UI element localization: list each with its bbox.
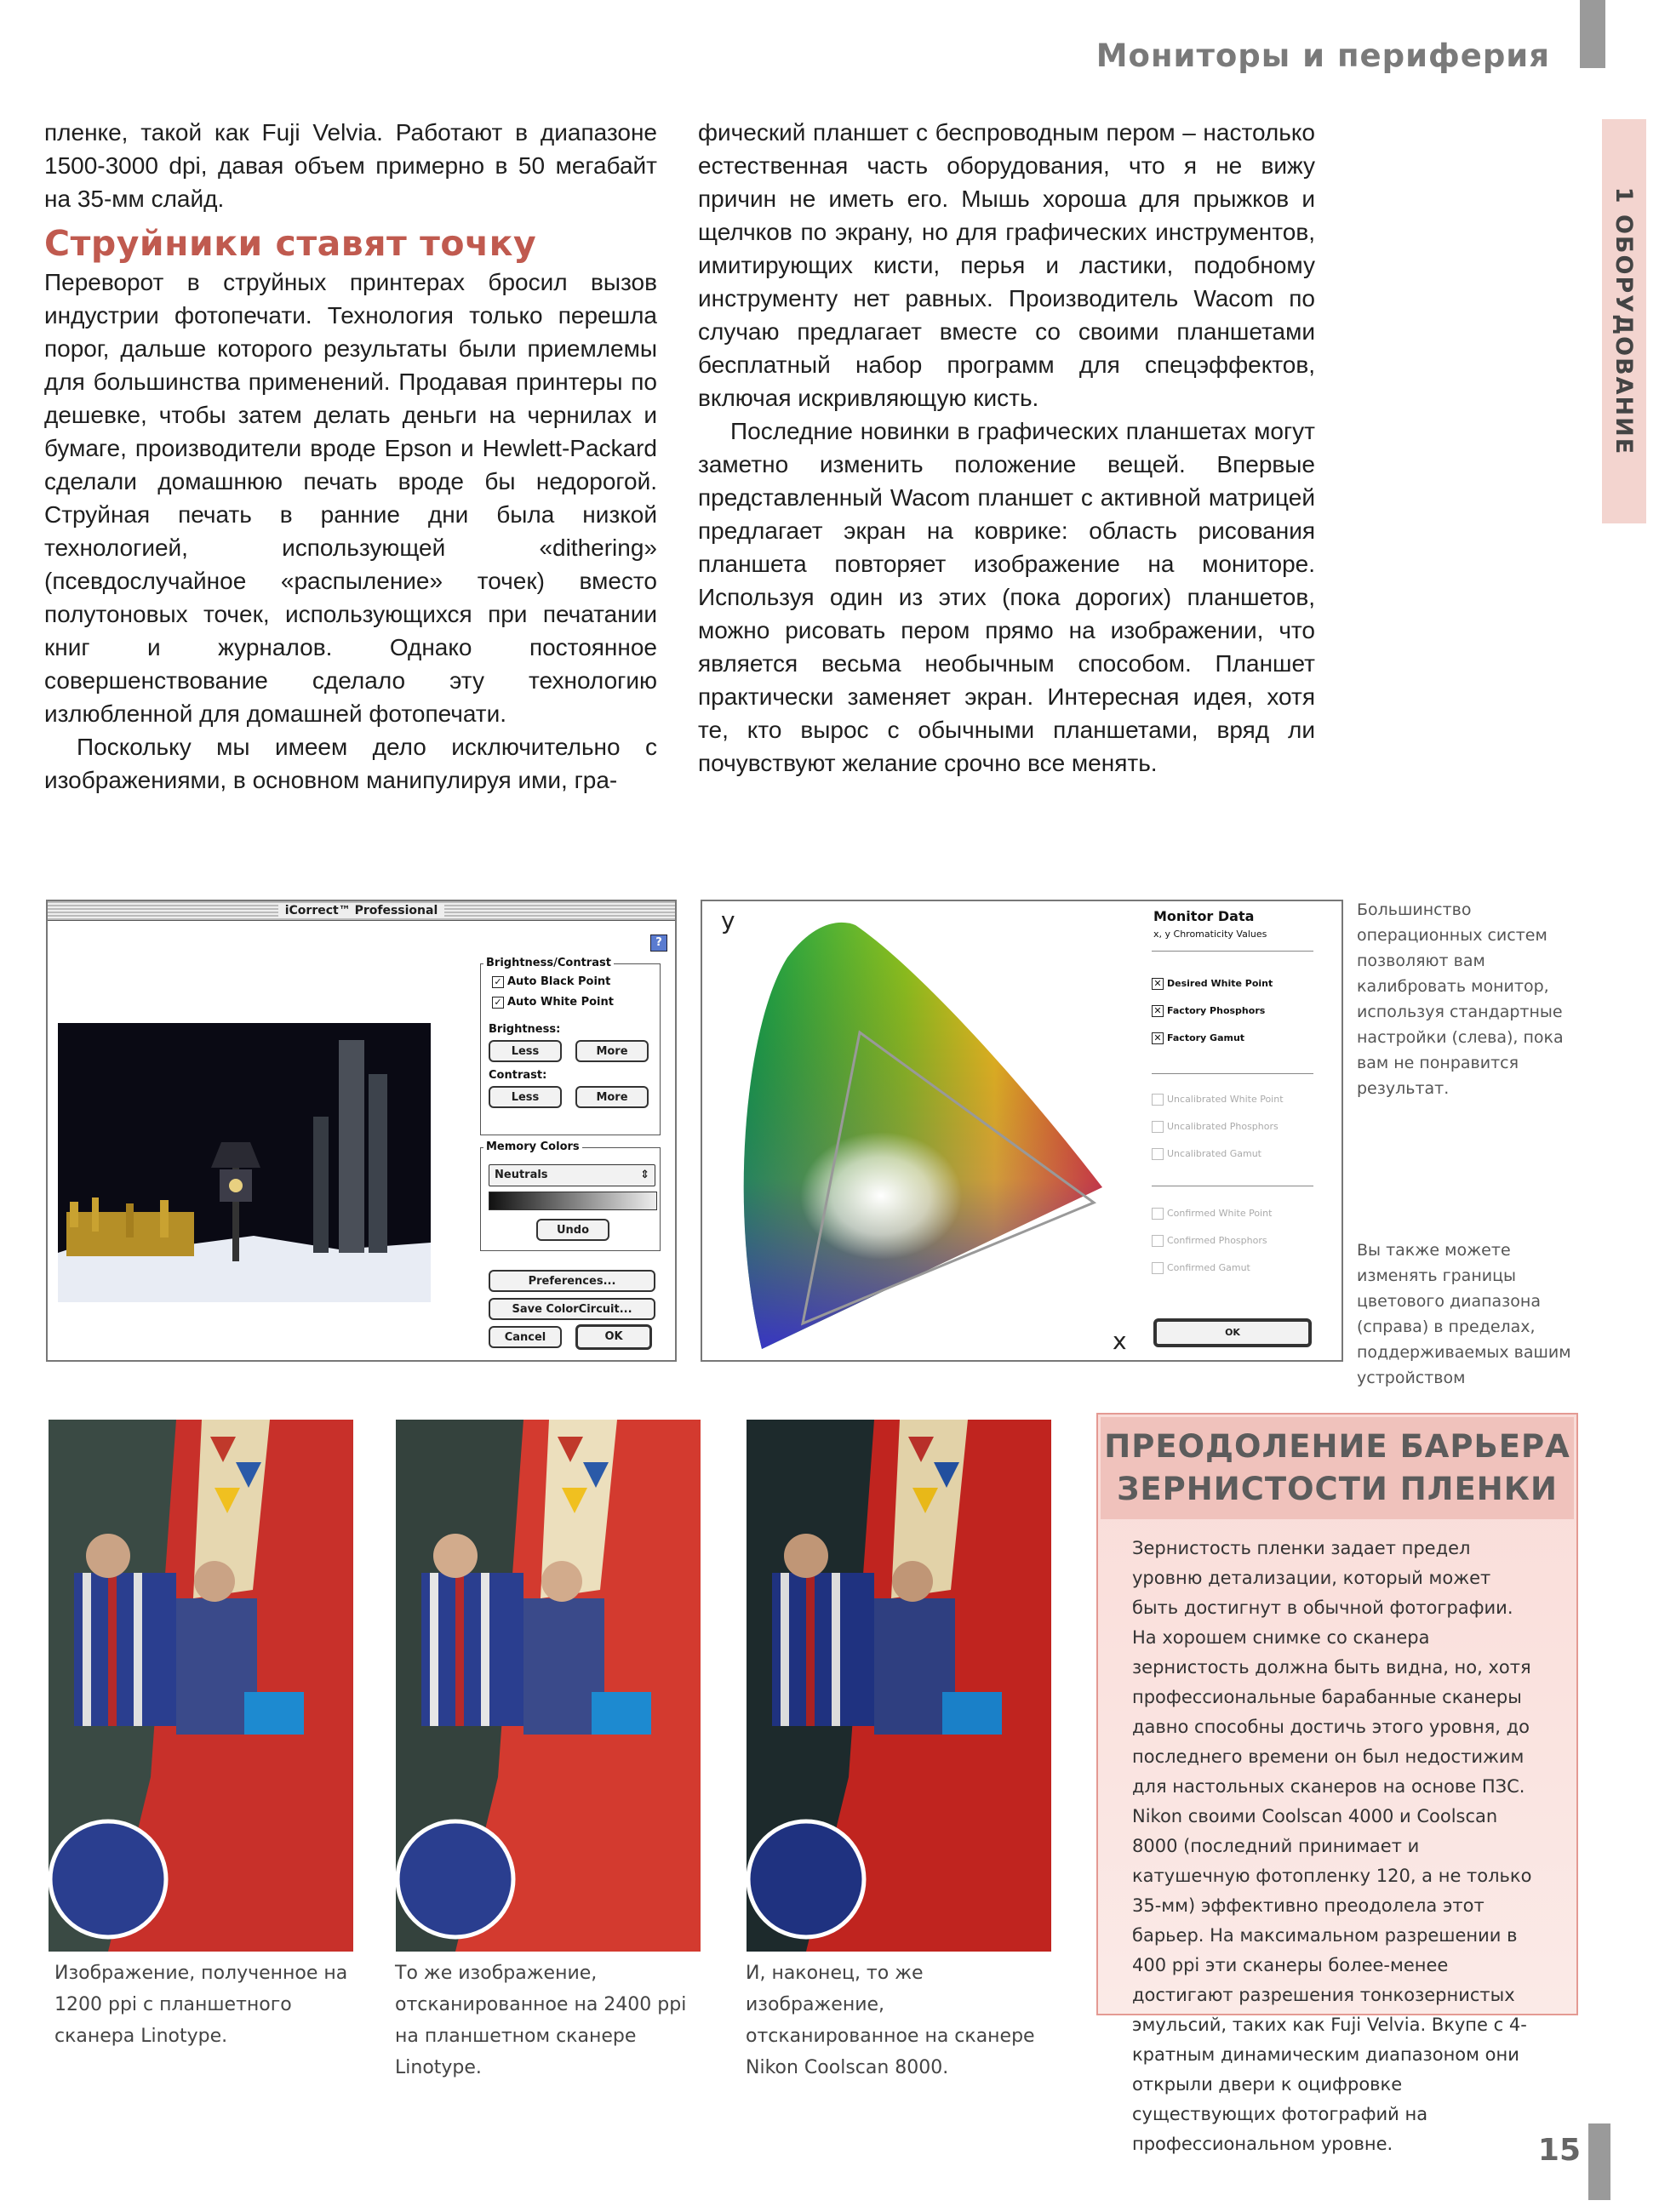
- boxout-body: Зернистость пленки задает предел уровню детализации, который может быть достигнут в обычной фотографии. На хорошем снимке со сканера зернистость должна быть видна, но, хотя профессиональные барабанные сканеры давно способны достичь этого уровня, до последнего времени он был недостижим для настольных сканеров на основе ПЗС. Nikon своими Coolscan 4000 и Coolscan 8000 (последний принимает и катушечную фотопленку 120, а не только 35-мм) эффективно преодолела этот барьер. На максимальном разрешении в 400 ppi эти сканеры более-менее достигают разрешения тонкозернистых эмульсий, таких как Fuji Velvia. Вкупе с 4-кратным динамическим диапазоном они открыли двери к оцифровке существующих фотографий на профессиональном уровне.: [1132, 1538, 1532, 2154]
- option-label: Uncalibrated Gamut: [1167, 1148, 1261, 1159]
- night-garden-illustration: [58, 1023, 431, 1302]
- page-number: 15: [1537, 2133, 1581, 2168]
- preview-image: [58, 1023, 431, 1302]
- side-caption-top: Большинство операционных систем позволяют вам калибровать монитор, используя стандартные настройки (слева), пока вам не понравится результат.: [1357, 900, 1564, 1098]
- icorrect-dialog: [46, 900, 677, 1362]
- contrast-less-button[interactable]: Less: [489, 1086, 562, 1108]
- uncalibrated-phosphors-checkbox[interactable]: [1152, 1121, 1322, 1133]
- photo-caption-3: И, наконец, то же изображение, отсканированное на сканере Nikon Coolscan 8000.: [746, 1963, 1035, 2078]
- option-label: Confirmed White Point: [1167, 1208, 1273, 1219]
- option-label: Uncalibrated Phosphors: [1167, 1121, 1279, 1132]
- chapter-tab: [1602, 119, 1646, 523]
- save-colorcircuit-button[interactable]: Save ColorCircuit...: [489, 1298, 655, 1320]
- running-header: Мониторы и периферия: [1096, 37, 1550, 74]
- check-icon: ✓: [492, 976, 504, 988]
- auto-white-point-label: Auto White Point: [507, 996, 614, 1009]
- brightness-less-button[interactable]: Less: [489, 1040, 562, 1062]
- col1-paragraph-1: Переворот в струйных принтерах бросил вызов индустрии фотопечати. Технология только перешла порог, дальше которого результаты были приемлемы для большинства применений. Продавая принтеры по дешевке, чтобы затем делать деньги на чернилах и бумаге, производители вроде Epson и Hewlett-Packard сделали домашнюю печать вроде бы недорогой. Струйная печать в ранние дни была низкой технологией, использующей «dithering» (псевдослучайное «распыление» точек) вместо полутоновых точек, использующихся при печатании книг и журналов. Однако постоянное совершенствование сделало эту технологию излюбленной для домашней фотопечати.: [44, 269, 657, 727]
- help-icon[interactable]: ?: [650, 935, 667, 952]
- checkbox-icon: [1152, 1262, 1164, 1274]
- option-label: Factory Gamut: [1167, 1032, 1245, 1043]
- confirmed-gamut-checkbox[interactable]: [1152, 1262, 1322, 1274]
- col1-paragraph-2: Поскольку мы имеем дело исключительно с изображениями, в основном манипулируя ими, гра-: [44, 734, 657, 793]
- photo-caption-2: То же изображение, отсканированное на 2400 ppi на планшетном сканере Linotype.: [395, 1963, 687, 2078]
- chromaticity-diagram: [711, 906, 1136, 1357]
- option-label: Desired White Point: [1167, 978, 1273, 989]
- col2-paragraph-2: Последние новинки в графических планшетах могут заметно изменить положение вещей. Впервые представленный Wacom планшет с активной матрицей предлагает экран на коврике: область рисования планшета повторяет изображение на мониторе. Используя один из этих (пока дорогих) планшетов, можно рисовать пером прямо на изображении, что является весьма необычным способом. Планшет практически заменяет экран. Интересная идея, хотя те, кто вырос с обычными планшетами, вряд ли почувствуют желание срочно все менять.: [698, 418, 1315, 776]
- uncalibrated-options: [1152, 1094, 1322, 1160]
- photo-1200ppi: [49, 1420, 353, 1952]
- confirmed-phosphors-checkbox[interactable]: [1152, 1235, 1322, 1247]
- checkbox-x-icon: ✕: [1152, 1032, 1164, 1044]
- checkbox-icon: [1152, 1121, 1164, 1133]
- checkbox-x-icon: ✕: [1152, 978, 1164, 990]
- photo-2400ppi: [396, 1420, 701, 1952]
- select-arrows-icon: ⇕: [640, 1169, 649, 1181]
- y-axis-label: y: [721, 906, 735, 935]
- text-column-2: [698, 116, 1315, 780]
- checkbox-icon: [1152, 1094, 1164, 1106]
- ok-button[interactable]: OK: [575, 1324, 652, 1350]
- boat-photo-illustration: [49, 1420, 353, 1952]
- divider: [1152, 1073, 1313, 1074]
- contrast-more-button[interactable]: More: [575, 1086, 649, 1108]
- photo-caption-1: Изображение, полученное на 1200 ppi с планшетного сканера Linotype.: [54, 1963, 348, 2047]
- confirmed-white-point-checkbox[interactable]: [1152, 1208, 1322, 1220]
- auto-black-point-checkbox[interactable]: [492, 975, 610, 988]
- monitor-data-title: Monitor Data: [1153, 908, 1255, 924]
- boat-photo-illustration: [396, 1420, 701, 1952]
- neutrals-select[interactable]: [489, 1164, 655, 1186]
- brightness-contrast-label: Brightness/Contrast: [483, 957, 614, 969]
- divider: [1152, 951, 1313, 952]
- checked-options: [1152, 978, 1322, 1044]
- checkbox-x-icon: ✕: [1152, 1005, 1164, 1017]
- confirmed-options: [1152, 1208, 1322, 1274]
- top-edge-bar: [1580, 0, 1605, 68]
- undo-button[interactable]: Undo: [536, 1219, 609, 1241]
- boxout-title: ПРЕОДОЛЕНИЕ БАРЬЕРА ЗЕРНИСТОСТИ ПЛЕНКИ: [1101, 1417, 1574, 1519]
- factory-phosphors-checkbox[interactable]: [1152, 1005, 1322, 1017]
- chromaticity-panel: [701, 900, 1343, 1362]
- checkbox-icon: [1152, 1235, 1164, 1247]
- factory-gamut-checkbox[interactable]: [1152, 1032, 1322, 1044]
- option-label: Confirmed Gamut: [1167, 1262, 1250, 1273]
- dialog-titlebar: [48, 901, 675, 921]
- col1-intro: пленке, такой как Fuji Velvia. Работают в диапазоне 1500-3000 dpi, давая объем примерно в 50 мегабайт на 35-мм слайд.: [44, 119, 657, 212]
- option-label: Uncalibrated White Point: [1167, 1094, 1284, 1105]
- memory-colors-label: Memory Colors: [483, 1140, 582, 1153]
- chapter-tab-label: 1 ОБОРУДОВАНИЕ: [1610, 186, 1638, 456]
- uncalibrated-white-point-checkbox[interactable]: [1152, 1094, 1322, 1106]
- photo-coolscan-8000: [747, 1420, 1051, 1952]
- text-column-1: [44, 116, 657, 797]
- neutrals-gradient-bar: [489, 1192, 657, 1210]
- option-label: Factory Phosphors: [1167, 1005, 1266, 1016]
- neutrals-value: Neutrals: [495, 1169, 548, 1181]
- uncalibrated-gamut-checkbox[interactable]: [1152, 1148, 1322, 1160]
- preferences-button[interactable]: Preferences...: [489, 1270, 655, 1292]
- monitor-data-subtitle: x, y Chromaticity Values: [1153, 929, 1267, 940]
- desired-white-point-checkbox[interactable]: [1152, 978, 1322, 990]
- brightness-label: Brightness:: [489, 1023, 561, 1036]
- side-caption-bottom: Вы также можете изменять границы цветового диапазона (справа) в пределах, поддерживаемых вашим устройством: [1357, 1241, 1571, 1387]
- dialog-title: iCorrect™ Professional: [278, 904, 445, 917]
- checkbox-icon: [1152, 1208, 1164, 1220]
- chromaticity-ok-button[interactable]: OK: [1153, 1318, 1312, 1347]
- boat-photo-illustration: [747, 1420, 1051, 1952]
- auto-white-point-checkbox[interactable]: [492, 996, 614, 1009]
- check-icon: ✓: [492, 997, 504, 1009]
- bottom-edge-bar: [1588, 2123, 1610, 2200]
- contrast-label: Contrast:: [489, 1069, 547, 1082]
- auto-black-point-label: Auto Black Point: [507, 975, 611, 988]
- col2-paragraph-1: фический планшет с беспроводным пером – настолько естественная часть оборудования, что я не вижу причин не иметь его. Мышь хороша для прыжков и щелчков по экрану, но для графических инструментов, имитирующих кисти, перья и ластики, подобному инструменту нет равных. Производитель Wacom по случаю предлагает вместе со своими планшетами бесплатный набор программ для спецэффектов, включая искривляющую кисть.: [698, 119, 1315, 411]
- checkbox-icon: [1152, 1148, 1164, 1160]
- option-label: Confirmed Phosphors: [1167, 1235, 1267, 1246]
- cancel-button[interactable]: Cancel: [489, 1326, 562, 1348]
- brightness-more-button[interactable]: More: [575, 1040, 649, 1062]
- section-heading: Струйники ставят точку: [44, 223, 537, 264]
- x-axis-label: x: [1113, 1327, 1127, 1355]
